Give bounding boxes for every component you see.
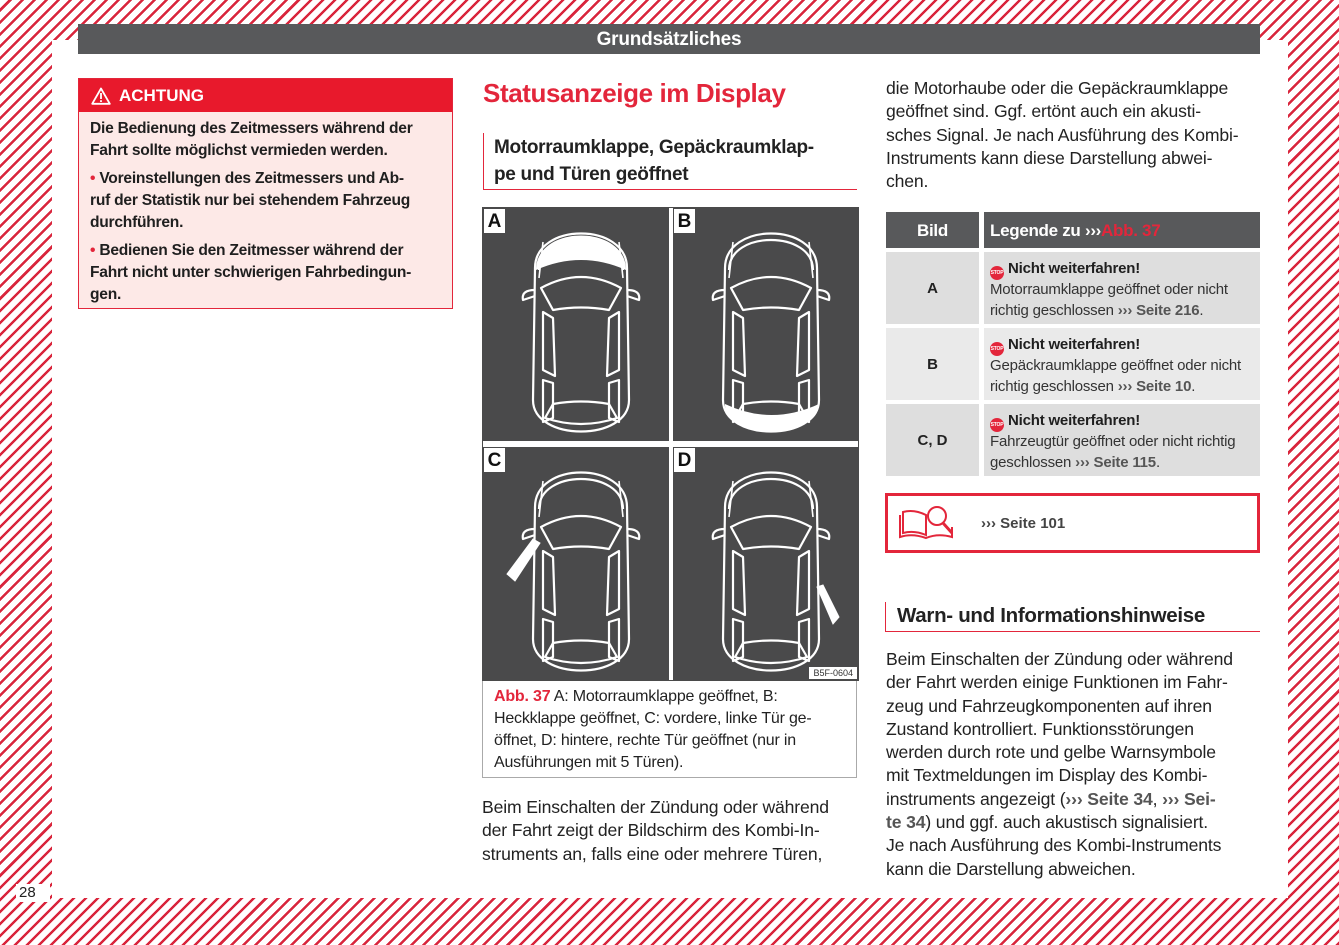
panel-label: A [484, 209, 505, 233]
figure-label: Abb. 37 [494, 688, 551, 705]
table-header-bild: Bild [886, 212, 979, 248]
warning-intro [90, 118, 452, 162]
warning-bullet [90, 168, 452, 234]
text-line: werden durch rote und gelbe Warnsymbole [886, 742, 1216, 763]
text-line: der Fahrt werden einige Funktionen im Fahr- [886, 672, 1228, 693]
text-line: Abb. 37 A: Motorraumklappe geöffnet, B: [494, 688, 778, 705]
text-line: instruments angezeigt (››› Seite 34, ››› Sei- [886, 788, 1216, 809]
book-magnifier-icon [897, 503, 959, 543]
text-line: Fahrt sollte möglichst vermieden werden. [90, 142, 388, 159]
text-line: Die Bedienung des Zeitmessers während der [90, 120, 413, 137]
text-line: Zustand kontrolliert. Funktionsstörungen [886, 718, 1194, 739]
text-line: struments an, falls eine oder mehrere Türen, [482, 843, 823, 864]
text-line: Motorraumklappe geöffnet oder nicht [990, 281, 1228, 298]
text-line: • Bedienen Sie den Zeitmesser während der [90, 242, 404, 259]
row-key: C, D [886, 404, 979, 476]
reference-link[interactable]: ››› Seite 101 [981, 514, 1066, 532]
figure-panel-d [673, 447, 859, 680]
text-line: Instruments kann diese Darstellung abwei- [886, 147, 1213, 168]
right-paragraph [886, 77, 1238, 193]
figure-panel-c [483, 447, 669, 680]
warning-box [78, 78, 453, 309]
page-link[interactable]: ››› Seite 216 [1117, 301, 1200, 319]
figure-37 [482, 207, 859, 681]
row-key: B [886, 328, 979, 400]
text-line: der Fahrt zeigt der Bildschirm des Kombi-In- [482, 820, 820, 841]
row-title: Nicht weiterfahren! [1008, 412, 1141, 429]
figure-link[interactable]: Abb. 37 [1101, 221, 1161, 240]
page-link[interactable]: ››› Sei- [1162, 788, 1216, 809]
text-line: Ausführungen mit 5 Türen). [494, 754, 684, 771]
warning-triangle-icon [91, 87, 111, 105]
section-title: Statusanzeige im Display [483, 78, 786, 108]
text-line: pe und Türen geöffnet [494, 164, 689, 185]
text-line: kann die Darstellung abweichen. [886, 858, 1136, 879]
car-rear-right-door-open-illustration [673, 447, 859, 680]
figure-panel-b [673, 208, 859, 441]
text-line: te 34) und ggf. auch akustisch signalisiert. [886, 812, 1209, 833]
text-line: Beim Einschalten der Zündung oder während [886, 649, 1233, 669]
text-line: die Motorhaube oder die Gepäckraumklappe [886, 78, 1229, 98]
stop-icon: STOP [990, 342, 1004, 356]
text-line: Je nach Ausführung des Kombi-Instruments [886, 835, 1222, 856]
text-line: Gepäckraumklappe geöffnet oder nicht [990, 357, 1242, 374]
warning-label: ACHTUNG [119, 86, 204, 105]
text-line: zeug und Fahrzeugkomponenten auf ihren [886, 695, 1212, 716]
text-line: Motorraumklappe, Gepäckraumklap- [494, 137, 814, 158]
row-title: Nicht weiterfahren! [1008, 260, 1141, 277]
text-line: Fahrzeugtür geöffnet oder nicht richtig [990, 433, 1236, 450]
text-line: mit Textmeldungen im Display des Kombi- [886, 765, 1208, 786]
figure-code: B5F-0604 [809, 667, 857, 679]
legend-table [886, 212, 1260, 476]
page-link[interactable]: ››› Seite 34 [1065, 788, 1153, 809]
reference-box [885, 493, 1260, 553]
page-link[interactable]: ››› Seite 10 [1117, 377, 1192, 395]
text-line: gen. [90, 286, 122, 303]
text-line: geöffnet sind. Ggf. ertönt auch ein akusti- [886, 101, 1201, 122]
text-line: Heckklappe geöffnet, C: vordere, linke Tür ge- [494, 710, 812, 727]
row-key: A [886, 252, 979, 324]
panel-label: B [674, 209, 695, 233]
text-line: ruf der Statistik nur bei stehendem Fahrzeug [90, 192, 410, 209]
text-line: öffnet, D: hintere, rechte Tür geöffnet (nur in [494, 732, 796, 749]
table-row: B STOP Nicht weiterfahren! Gepäckraumklappe geöffnet oder nicht richtig geschlossen ››› Seite 10. [886, 328, 1260, 400]
text-line: chen. [886, 171, 929, 192]
warn-section-title: Warn- und Informationshinweise [885, 602, 1260, 632]
text-line: sches Signal. Je nach Ausführung des Kombi- [886, 124, 1239, 145]
page-link[interactable]: ››› Seite 115 [1075, 453, 1156, 471]
warn-paragraph [886, 648, 1233, 881]
figure-caption [482, 681, 857, 778]
page-number: 28 [16, 884, 50, 902]
table-row: A STOP Nicht weiterfahren! Motorraumklappe geöffnet oder nicht richtig geschlossen ››› Seite 216. [886, 252, 1260, 324]
car-hood-open-illustration [483, 208, 669, 441]
car-front-left-door-open-illustration [483, 447, 669, 680]
panel-label: C [484, 448, 505, 472]
text-line: durchführen. [90, 214, 184, 231]
middle-paragraph [482, 796, 829, 866]
panel-label: D [674, 448, 695, 472]
text-line: • Voreinstellungen des Zeitmessers und Ab- [90, 170, 404, 187]
section-subtitle [483, 133, 857, 190]
warning-bullet [90, 240, 452, 306]
figure-panel-a [483, 208, 669, 441]
car-trunk-open-illustration [673, 208, 859, 441]
text-line: Fahrt nicht unter schwierigen Fahrbedingun- [90, 264, 412, 281]
table-header-legend: Legende zu ›››Abb. 37 [984, 212, 1260, 248]
bullet-icon: • [90, 242, 96, 259]
row-title: Nicht weiterfahren! [1008, 336, 1141, 353]
table-row: C, D STOP Nicht weiterfahren! Fahrzeugtür geöffnet oder nicht richtig geschlossen ››› Seite 115. [886, 404, 1260, 476]
text-line: Beim Einschalten der Zündung oder während [482, 797, 829, 817]
chapter-header: Grundsätzliches [78, 24, 1260, 54]
bullet-icon: • [90, 170, 96, 187]
page-link[interactable]: te 34 [886, 812, 926, 833]
stop-icon: STOP [990, 266, 1004, 280]
warning-header [79, 79, 452, 112]
stop-icon: STOP [990, 418, 1004, 432]
